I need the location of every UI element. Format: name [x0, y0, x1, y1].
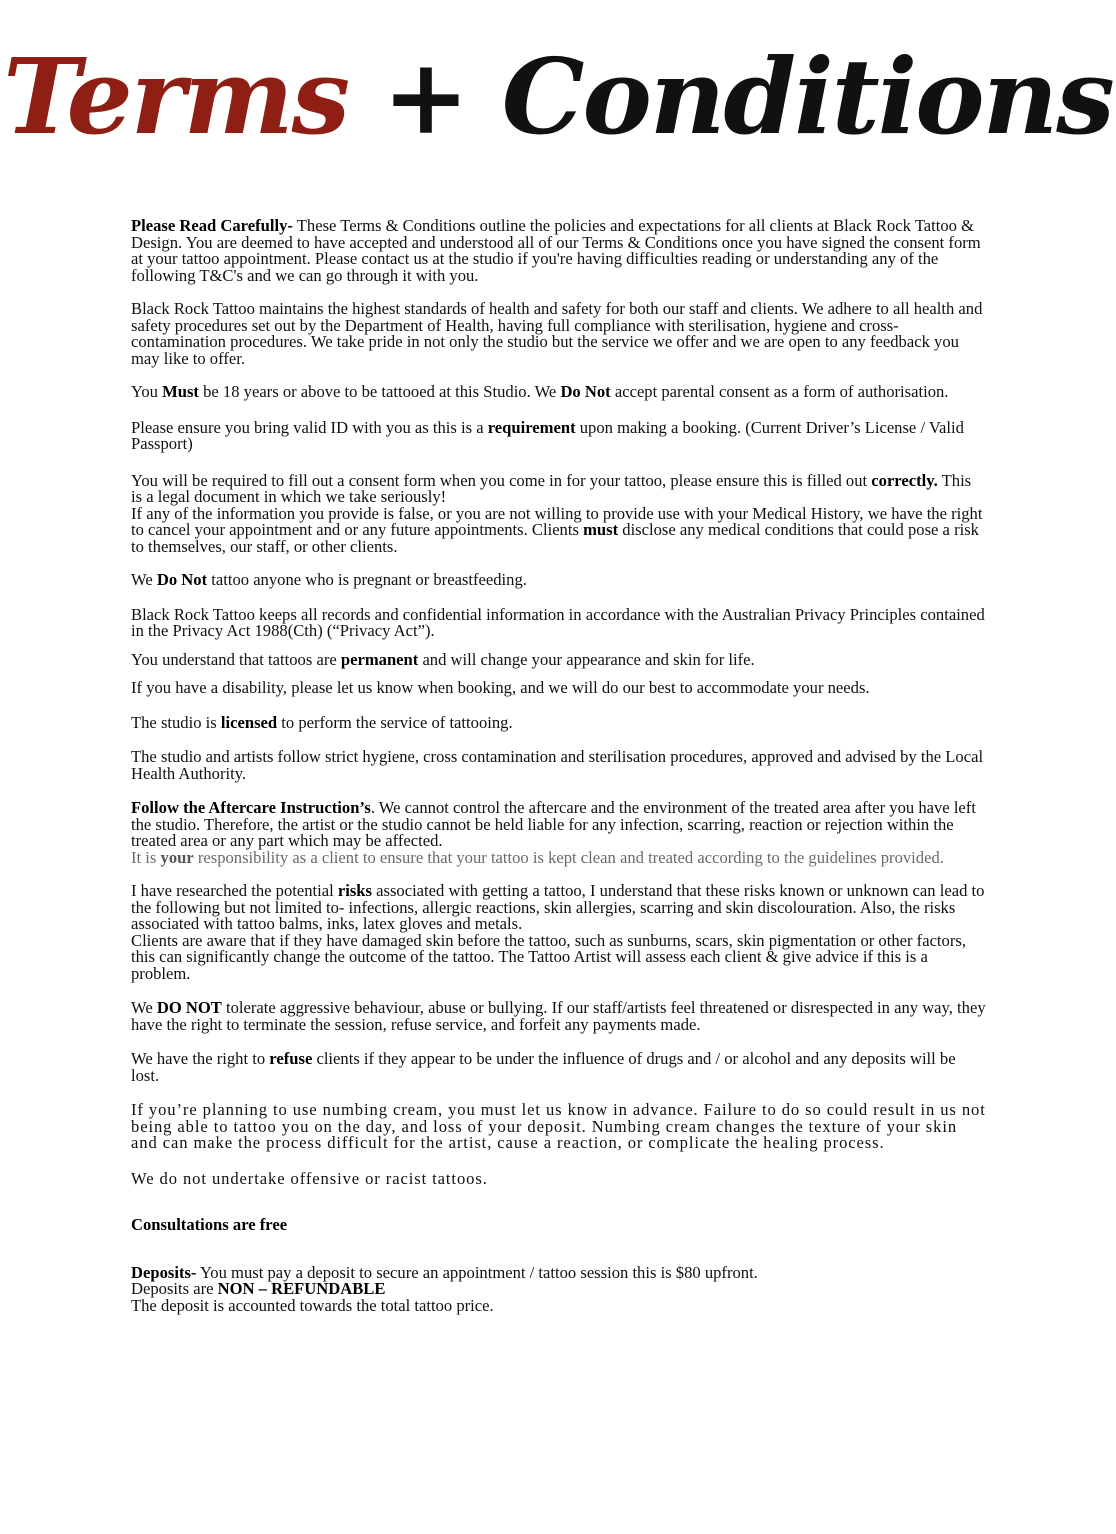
paragraph-permanent: You understand that tattoos are permanent and will change your appearance and skin for life.	[131, 649, 755, 669]
paragraph-medical-history: If any of the information you provide is false, or you are not willing to provide use with your Medical History, we have the right to cancel your appointment and or any future appointments. Clients must disclose any medical conditions that could pose a risk to themselves, our staff, or other clients.	[131, 503, 983, 556]
paragraph-disability: If you have a disability, please let us know when booking, and we will do our best to accommodate your needs.	[131, 678, 870, 697]
paragraph-hygiene: The studio and artists follow strict hygiene, cross contamination and sterilisation procedures, approved and advised by the Local Health Authority.	[131, 747, 984, 783]
paragraph-privacy: Black Rock Tattoo keeps all records and confidential information in accordance with the Australian Privacy Principles contained in the Privacy Act 1988(Cth) (“Privacy Act”).	[131, 604, 985, 640]
paragraph-licensed: The studio is licensed to perform the service of tattooing.	[131, 712, 513, 732]
paragraph-id: Please ensure you bring valid ID with you as this is a requirement upon making a booking. (Current Driver’s License / Valid Passport)	[131, 417, 964, 453]
paragraph-age: You Must be 18 years or above to be tattooed at this Studio. We Do Not accept parental consent as a form of authorisation.	[131, 382, 949, 401]
paragraph-offensive: We do not undertake offensive or racist tattoos.	[131, 1168, 488, 1188]
title-terms: Terms	[3, 35, 349, 158]
paragraph-deposit-total: The deposit is accounted towards the total tattoo price.	[131, 1295, 494, 1315]
paragraph-damaged-skin: Clients are aware that if they have damaged skin before the tattoo, such as sunburns, scars, skin pigmentation or other factors, this can significantly change the outcome of the tattoo. The Tattoo Artist will assess each client & give advice if this is a problem.	[131, 930, 966, 983]
paragraph-non-refundable: Deposits are NON – REFUNDABLE	[131, 1279, 386, 1298]
paragraph-numbing-cream: If you’re planning to use numbing cream, you must let us know in advance. Failure to do so could result in us not being able to tattoo you on the day, and loss of your deposit. Numbing cream changes the texture of your skin and can make the process difficult for the artist, cause a reaction, or complicate the healing process.	[131, 1100, 986, 1152]
paragraph-refuse: We have the right to refuse clients if they appear to be under the influence of drugs and / or alcohol and any deposits will be lost.	[131, 1049, 956, 1085]
paragraph-deposits: Deposits- You must pay a deposit to secure an appointment / tattoo session this is $80 upfront.	[131, 1262, 758, 1282]
paragraph-consent-form: You will be required to fill out a consent form when you come in for your tattoo, please ensure this is filled out correctly. This is a legal document in which we take seriously!	[131, 470, 972, 506]
paragraph-aftercare: Follow the Aftercare Instruction’s. We cannot control the aftercare and the environment of the treated area after you have left the studio. Therefore, the artist or the studio cannot be held liable for any infection, scarring, reaction or rejection within the treated area or any part which may be affected.	[131, 798, 976, 850]
paragraph-behaviour: We DO NOT tolerate aggressive behaviour, abuse or bullying. If our staff/artists feel threatened or disrespected in any way, they have the right to terminate the session, refuse service, and forfeit any payments made.	[131, 998, 986, 1034]
title-conditions: Conditions	[501, 35, 1113, 158]
heading-consultations: Consultations are free	[131, 1215, 288, 1234]
page-title	[0, 22, 1116, 172]
paragraph-pregnancy: We Do Not tattoo anyone who is pregnant or breastfeeding.	[131, 570, 527, 589]
title-plus: +	[348, 35, 502, 158]
terms-body	[131, 218, 986, 1314]
paragraph-intro: Please Read Carefully- These Terms & Conditions outline the policies and expectations for all clients at Black Rock Tattoo & Design. You are deemed to have accepted and understood all of our Terms & Conditions once you have signed the consent form at your tattoo appointment. Please contact us at the studio if you're having difficulties reading or understanding any of the following T&C's and we can go through it with you.	[131, 216, 981, 285]
paragraph-health-safety: Black Rock Tattoo maintains the highest standards of health and safety for both our staff and clients. We adhere to all health and safety procedures set out by the Department of Health, having full compliance with sterilisation, hygiene and cross-contamination procedures. We take pride in not only the studio but the service we offer and we are open to any feedback you may like to offer.	[131, 299, 983, 368]
paragraph-responsibility: It is your responsibility as a client to ensure that your tattoo is kept clean and treated according to the guidelines provided.	[131, 847, 944, 867]
paragraph-risks: I have researched the potential risks associated with getting a tattoo, I understand that these risks known or unknown can lead to the following but not limited to- infections, allergic reactions, skin allergies, scarring and skin discolouration. Also, the risks associated with tattoo balms, inks, latex gloves and metals.	[131, 881, 985, 933]
